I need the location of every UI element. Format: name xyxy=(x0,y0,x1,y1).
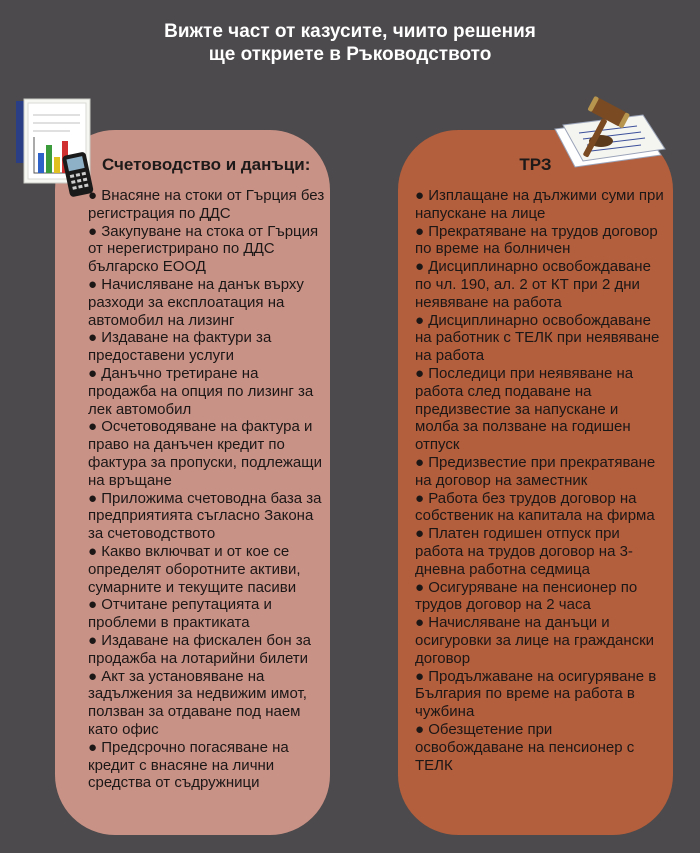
list-item: ● Платен годишен отпуск при работа на трудов договор на 3-дневна работна седмица xyxy=(415,525,665,578)
report-chart-phone-icon xyxy=(10,95,110,200)
title-line-1: Вижте част от казусите, чиито решения xyxy=(164,21,536,42)
accounting-panel xyxy=(55,130,330,835)
list-item: ● Данъчно третиране на продажба на опция по лизинг за лек автомобил xyxy=(88,365,326,418)
list-item: ● Приложима счетоводна база за предприятията съгласно Закона за счетоводството xyxy=(88,490,326,543)
list-item: ● Осчетоводяване на фактура и право на данъчен кредит по фактура за пропуски, подлежащи на връщане xyxy=(88,418,326,489)
list-item: ● Дисциплинарно освобождаване по чл. 190, ал. 2 от КТ при 2 дни неявяване на работа xyxy=(415,258,665,311)
list-item: ● Продължаване на осигуряване в България по време на работа в чужбина xyxy=(415,668,665,721)
list-item: ● Начисляване на данък върху разходи за експлоатация на автомобил на лизинг xyxy=(88,276,326,329)
list-item: ● Осигуряване на пенсионер по трудов договор на 2 часа xyxy=(415,579,665,615)
list-item: ● Акт за установяване на задължения за недвижим имот, ползван за отдаване под наем като офис xyxy=(88,668,326,739)
list-item: ● Отчитане репутацията и проблеми в практиката xyxy=(88,596,326,632)
list-item: ● Дисциплинарно освобождаване на работник с ТЕЛК при неявяване на работа xyxy=(415,312,665,365)
list-item: ● Работа без трудов договор на собственик на капитала на фирма xyxy=(415,490,665,526)
title-line-2: ще откриете в Ръководството xyxy=(208,44,492,65)
gavel-documents-icon xyxy=(545,93,685,173)
list-item: ● Прекратяване на трудов договор по време на болничен xyxy=(415,223,665,259)
page-title xyxy=(0,20,700,66)
list-item: ● Обезщетение при освобождаване на пенсионер с ТЕЛК xyxy=(415,721,665,774)
list-item: ● Издаване на фактури за предоставени услуги xyxy=(88,329,326,365)
list-item: ● Предизвестие при прекратяване на договор на заместник xyxy=(415,454,665,490)
list-item: ● Издаване на фискален бон за продажба на лотарийни билети xyxy=(88,632,326,668)
list-item: ● Начисляване на данъци и осигуровки за лице на граждански договор xyxy=(415,614,665,667)
list-item: ● Какво включват и от кое се определят оборотните активи, сумарните и текущите пасиви xyxy=(88,543,326,596)
accounting-list xyxy=(88,187,326,792)
payroll-panel xyxy=(398,130,673,835)
list-item: ● Последици при неявяване на работа след подаване на предизвестие за напускане и молба за ползване на годишен отпуск xyxy=(415,365,665,454)
accounting-panel-title: Счетоводство и данъци: xyxy=(102,155,311,174)
payroll-list xyxy=(415,187,665,774)
list-item: ● Изплащане на дължими суми при напускане на лице xyxy=(415,187,665,223)
list-item: ● Внасяне на стоки от Гърция без регистрация по ДДС xyxy=(88,187,326,223)
list-item: ● Предсрочно погасяване на кредит с внасяне на лични средства от съдружници xyxy=(88,739,326,792)
list-item: ● Закупуване на стока от Гърция от нерегистрирано по ДДС българско ЕООД xyxy=(88,223,326,276)
payroll-panel-title: ТРЗ xyxy=(519,155,552,174)
